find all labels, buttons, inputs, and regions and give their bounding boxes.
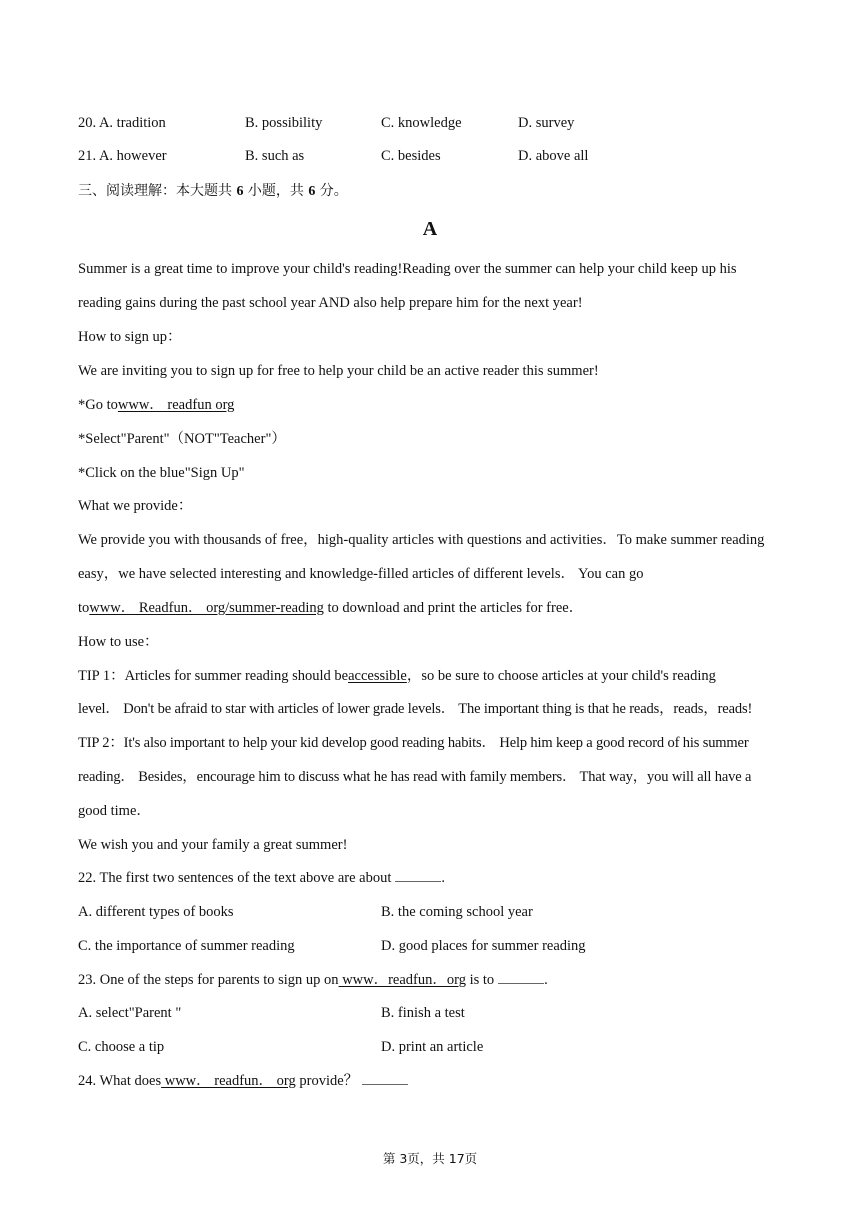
q21-option-a: 21. A. however: [78, 148, 167, 164]
q20-option-b: B. possibility: [245, 115, 323, 131]
use-heading: How to use：: [78, 634, 159, 650]
step-line: *Select"Parent"（NOT"Teacher"）: [78, 431, 286, 447]
q20-option-c: C. knowledge: [381, 115, 462, 131]
step-line: *Click on the blue"Sign Up": [78, 465, 245, 481]
q23-option-c: C. choose a tip: [78, 1039, 165, 1055]
page-footer: 第 3页，共 17页: [382, 1151, 478, 1166]
paragraph-line: We wish you and your family a great summer!: [78, 837, 348, 853]
paragraph-line: reading． Besides，encourage him to discuss what he has read with family members． That way，you will all have a: [78, 769, 752, 785]
readfun-link[interactable]: www． readfun． org: [161, 1073, 296, 1089]
paragraph-line: easy，we have selected interesting and knowledge-filled articles of different levels． You can go: [78, 566, 644, 582]
readfun-link[interactable]: www．readfun．org: [338, 972, 466, 988]
q21-option-c: C. besides: [381, 148, 441, 164]
q21-option-b: B. such as: [245, 148, 305, 164]
q22-option-c: C. the importance of summer reading: [78, 938, 295, 954]
question-24-stem: 24. What does www． readfun． org provide？: [78, 1072, 408, 1090]
question-22-stem: 22. The first two sentences of the text above are about .: [78, 870, 446, 886]
passage-title: A: [422, 218, 438, 240]
paragraph-line: reading gains during the past school year AND also help prepare him for the next year!: [78, 295, 583, 311]
q20-option-a: 20. A. tradition: [78, 115, 166, 131]
q23-option-a: A. select"Parent ": [78, 1005, 182, 1021]
answer-blank: [395, 869, 441, 882]
q21-option-d: D. above all: [518, 148, 589, 164]
provide-heading: What we provide：: [78, 498, 193, 514]
q22-option-a: A. different types of books: [78, 904, 234, 920]
q23-option-b: B. finish a test: [381, 1005, 465, 1021]
readfun-link[interactable]: www． readfun org: [117, 397, 235, 413]
paragraph-line: level． Don't be afraid to star with articles of lower grade levels． The important thing is that he reads，reads，reads!: [78, 701, 753, 717]
q20-option-d: D. survey: [518, 115, 575, 131]
summer-reading-link[interactable]: www． Readfun． org/summer-reading: [89, 600, 324, 616]
section-heading: 三、阅读理解：本大题共 6 小题，共 6 分。: [78, 183, 348, 199]
answer-blank: [498, 971, 544, 984]
question-23-stem: 23. One of the steps for parents to sign up on www．readfun．org is to .: [78, 972, 548, 988]
paragraph-line: good time．: [78, 803, 151, 819]
paragraph-line: TIP 2：It's also important to help your kid develop good reading habits． Help him keep a good record of his summer: [78, 735, 749, 751]
paragraph-line: We provide you with thousands of free，high-quality articles with questions and activities．To make summer reading: [78, 532, 765, 548]
step-line: *Go towww． readfun org: [78, 397, 235, 413]
paragraph-line: Summer is a great time to improve your child's reading!Reading over the summer can help your child keep up his: [78, 261, 737, 277]
paragraph-line: We are inviting you to sign up for free to help your child be an active reader this summer!: [78, 363, 599, 379]
q22-option-d: D. good places for summer reading: [381, 938, 586, 954]
paragraph-line: TIP 1：Articles for summer reading should beaccessible，so be sure to choose articles at your child's reading: [78, 668, 716, 684]
answer-blank: [362, 1072, 408, 1085]
q23-option-d: D. print an article: [381, 1039, 484, 1055]
underlined-word: accessible: [348, 668, 407, 684]
signup-heading: How to sign up：: [78, 329, 182, 345]
q22-option-b: B. the coming school year: [381, 904, 533, 920]
paragraph-line: towww． Readfun． org/summer-reading to download and print the articles for free．: [78, 600, 584, 616]
